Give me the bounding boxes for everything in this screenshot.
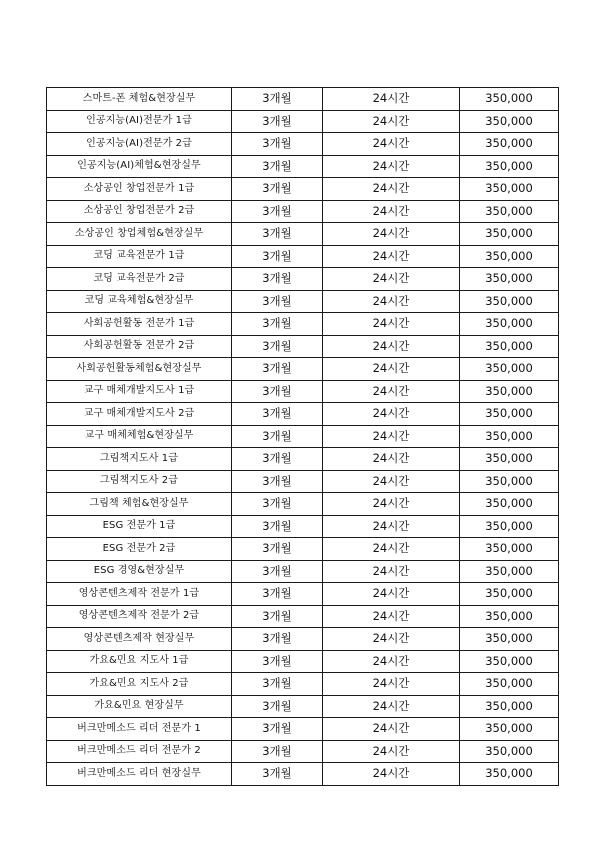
course-fee-cell: 350,000 — [460, 493, 559, 516]
course-name-cell: 코딩 교육전문가 2급 — [47, 268, 232, 291]
course-period-cell: 3개월 — [232, 425, 323, 448]
course-period-cell: 3개월 — [232, 358, 323, 381]
course-hours-cell: 24시간 — [323, 673, 460, 696]
course-hours-cell: 24시간 — [323, 268, 460, 291]
course-fee-cell: 350,000 — [460, 718, 559, 741]
course-name-cell: 그림책지도사 1급 — [47, 448, 232, 471]
course-hours-cell: 24시간 — [323, 583, 460, 606]
course-name-cell: 영상콘텐츠제작 전문가 2급 — [47, 605, 232, 628]
course-hours-cell: 24시간 — [323, 200, 460, 223]
course-name-cell: ESG 경영&현장실무 — [47, 560, 232, 583]
table-row — [47, 178, 559, 201]
course-hours-cell: 24시간 — [323, 493, 460, 516]
course-hours-cell: 24시간 — [323, 358, 460, 381]
course-table-body — [47, 88, 559, 786]
course-hours-cell: 24시간 — [323, 425, 460, 448]
course-period-cell: 3개월 — [232, 110, 323, 133]
course-fee-cell: 350,000 — [460, 155, 559, 178]
course-hours-cell: 24시간 — [323, 515, 460, 538]
course-hours-cell: 24시간 — [323, 403, 460, 426]
course-period-cell: 3개월 — [232, 718, 323, 741]
course-period-cell: 3개월 — [232, 313, 323, 336]
course-hours-cell: 24시간 — [323, 718, 460, 741]
course-fee-cell: 350,000 — [460, 88, 559, 111]
table-row — [47, 358, 559, 381]
course-name-cell: 소상공인 창업전문가 1급 — [47, 178, 232, 201]
course-hours-cell: 24시간 — [323, 740, 460, 763]
course-fee-cell: 350,000 — [460, 583, 559, 606]
course-name-cell: 사회공헌활동 전문가 1급 — [47, 313, 232, 336]
table-row — [47, 470, 559, 493]
table-row — [47, 313, 559, 336]
course-name-cell: 가요&민요 현장실무 — [47, 695, 232, 718]
course-fee-cell: 350,000 — [460, 268, 559, 291]
course-period-cell: 3개월 — [232, 290, 323, 313]
course-name-cell: 교구 매체개발지도사 2급 — [47, 403, 232, 426]
table-row — [47, 583, 559, 606]
course-name-cell: 인공지능(AI)전문가 2급 — [47, 133, 232, 156]
course-hours-cell: 24시간 — [323, 178, 460, 201]
course-hours-cell: 24시간 — [323, 448, 460, 471]
course-name-cell: 교구 매체체험&현장실무 — [47, 425, 232, 448]
course-period-cell: 3개월 — [232, 605, 323, 628]
course-name-cell: ESG 전문가 1급 — [47, 515, 232, 538]
table-row — [47, 200, 559, 223]
table-row — [47, 245, 559, 268]
course-hours-cell: 24시간 — [323, 380, 460, 403]
course-fee-cell: 350,000 — [460, 673, 559, 696]
table-row — [47, 380, 559, 403]
course-fee-cell: 350,000 — [460, 448, 559, 471]
course-period-cell: 3개월 — [232, 493, 323, 516]
course-fee-cell: 350,000 — [460, 200, 559, 223]
table-row — [47, 133, 559, 156]
course-period-cell: 3개월 — [232, 88, 323, 111]
course-name-cell: 사회공헌활동 전문가 2급 — [47, 335, 232, 358]
course-fee-cell: 350,000 — [460, 695, 559, 718]
course-name-cell: 교구 매체개발지도사 1급 — [47, 380, 232, 403]
table-row — [47, 223, 559, 246]
table-row — [47, 763, 559, 786]
course-hours-cell: 24시간 — [323, 335, 460, 358]
course-fee-cell: 350,000 — [460, 313, 559, 336]
course-fee-table — [46, 87, 559, 786]
table-row — [47, 538, 559, 561]
course-hours-cell: 24시간 — [323, 538, 460, 561]
table-row — [47, 718, 559, 741]
course-fee-cell: 350,000 — [460, 605, 559, 628]
course-fee-cell: 350,000 — [460, 740, 559, 763]
course-fee-cell: 350,000 — [460, 560, 559, 583]
table-row — [47, 335, 559, 358]
course-name-cell: 영상콘텐츠제작 현장실무 — [47, 628, 232, 651]
course-period-cell: 3개월 — [232, 268, 323, 291]
course-fee-cell: 350,000 — [460, 515, 559, 538]
course-hours-cell: 24시간 — [323, 470, 460, 493]
course-hours-cell: 24시간 — [323, 155, 460, 178]
table-row — [47, 560, 559, 583]
course-period-cell: 3개월 — [232, 335, 323, 358]
course-name-cell: 버크만메소드 리더 현장실무 — [47, 763, 232, 786]
course-name-cell: 영상콘텐츠제작 전문가 1급 — [47, 583, 232, 606]
table-row — [47, 448, 559, 471]
course-hours-cell: 24시간 — [323, 695, 460, 718]
course-period-cell: 3개월 — [232, 448, 323, 471]
course-period-cell: 3개월 — [232, 650, 323, 673]
course-hours-cell: 24시간 — [323, 88, 460, 111]
course-name-cell: 가요&민요 지도사 2급 — [47, 673, 232, 696]
table-row — [47, 403, 559, 426]
course-hours-cell: 24시간 — [323, 605, 460, 628]
course-period-cell: 3개월 — [232, 245, 323, 268]
course-period-cell: 3개월 — [232, 380, 323, 403]
course-hours-cell: 24시간 — [323, 223, 460, 246]
course-name-cell: 그림책 체험&현장실무 — [47, 493, 232, 516]
course-name-cell: 가요&민요 지도사 1급 — [47, 650, 232, 673]
course-period-cell: 3개월 — [232, 155, 323, 178]
course-hours-cell: 24시간 — [323, 650, 460, 673]
course-name-cell: 그림책지도사 2급 — [47, 470, 232, 493]
course-period-cell: 3개월 — [232, 403, 323, 426]
course-name-cell: 인공지능(AI)체험&현장실무 — [47, 155, 232, 178]
course-period-cell: 3개월 — [232, 583, 323, 606]
course-fee-cell: 350,000 — [460, 470, 559, 493]
course-fee-cell: 350,000 — [460, 358, 559, 381]
course-fee-cell: 350,000 — [460, 223, 559, 246]
course-hours-cell: 24시간 — [323, 133, 460, 156]
table-row — [47, 673, 559, 696]
course-name-cell: 사회공헌활동체험&현장실무 — [47, 358, 232, 381]
course-period-cell: 3개월 — [232, 133, 323, 156]
course-hours-cell: 24시간 — [323, 763, 460, 786]
course-hours-cell: 24시간 — [323, 110, 460, 133]
course-period-cell: 3개월 — [232, 695, 323, 718]
course-period-cell: 3개월 — [232, 200, 323, 223]
course-name-cell: 스마트-폰 체험&현장실무 — [47, 88, 232, 111]
course-name-cell: 코딩 교육전문가 1급 — [47, 245, 232, 268]
course-period-cell: 3개월 — [232, 178, 323, 201]
table-row — [47, 515, 559, 538]
course-hours-cell: 24시간 — [323, 628, 460, 651]
course-period-cell: 3개월 — [232, 740, 323, 763]
course-period-cell: 3개월 — [232, 763, 323, 786]
table-row — [47, 650, 559, 673]
course-period-cell: 3개월 — [232, 515, 323, 538]
course-name-cell: 소상공인 창업전문가 2급 — [47, 200, 232, 223]
course-fee-cell: 350,000 — [460, 110, 559, 133]
course-fee-cell: 350,000 — [460, 335, 559, 358]
course-fee-cell: 350,000 — [460, 628, 559, 651]
course-fee-cell: 350,000 — [460, 290, 559, 313]
table-row — [47, 740, 559, 763]
course-period-cell: 3개월 — [232, 538, 323, 561]
course-name-cell: 인공지능(AI)전문가 1급 — [47, 110, 232, 133]
table-row — [47, 628, 559, 651]
course-fee-cell: 350,000 — [460, 245, 559, 268]
table-row — [47, 605, 559, 628]
course-period-cell: 3개월 — [232, 470, 323, 493]
course-hours-cell: 24시간 — [323, 245, 460, 268]
course-fee-cell: 350,000 — [460, 403, 559, 426]
course-fee-cell: 350,000 — [460, 178, 559, 201]
course-name-cell: 소상공인 창업체험&현장실무 — [47, 223, 232, 246]
table-row — [47, 155, 559, 178]
course-fee-cell: 350,000 — [460, 133, 559, 156]
course-period-cell: 3개월 — [232, 673, 323, 696]
course-name-cell: 코딩 교육체험&현장실무 — [47, 290, 232, 313]
course-period-cell: 3개월 — [232, 628, 323, 651]
course-hours-cell: 24시간 — [323, 290, 460, 313]
course-hours-cell: 24시간 — [323, 560, 460, 583]
course-period-cell: 3개월 — [232, 223, 323, 246]
course-name-cell: ESG 전문가 2급 — [47, 538, 232, 561]
table-row — [47, 110, 559, 133]
course-hours-cell: 24시간 — [323, 313, 460, 336]
course-fee-cell: 350,000 — [460, 425, 559, 448]
course-name-cell: 버크만메소드 리더 전문가 2 — [47, 740, 232, 763]
table-row — [47, 268, 559, 291]
course-fee-cell: 350,000 — [460, 538, 559, 561]
course-fee-cell: 350,000 — [460, 380, 559, 403]
course-name-cell: 버크만메소드 리더 전문가 1 — [47, 718, 232, 741]
course-period-cell: 3개월 — [232, 560, 323, 583]
course-fee-cell: 350,000 — [460, 650, 559, 673]
table-row — [47, 290, 559, 313]
table-row — [47, 493, 559, 516]
course-fee-cell: 350,000 — [460, 763, 559, 786]
table-row — [47, 695, 559, 718]
table-row — [47, 425, 559, 448]
table-row — [47, 88, 559, 111]
